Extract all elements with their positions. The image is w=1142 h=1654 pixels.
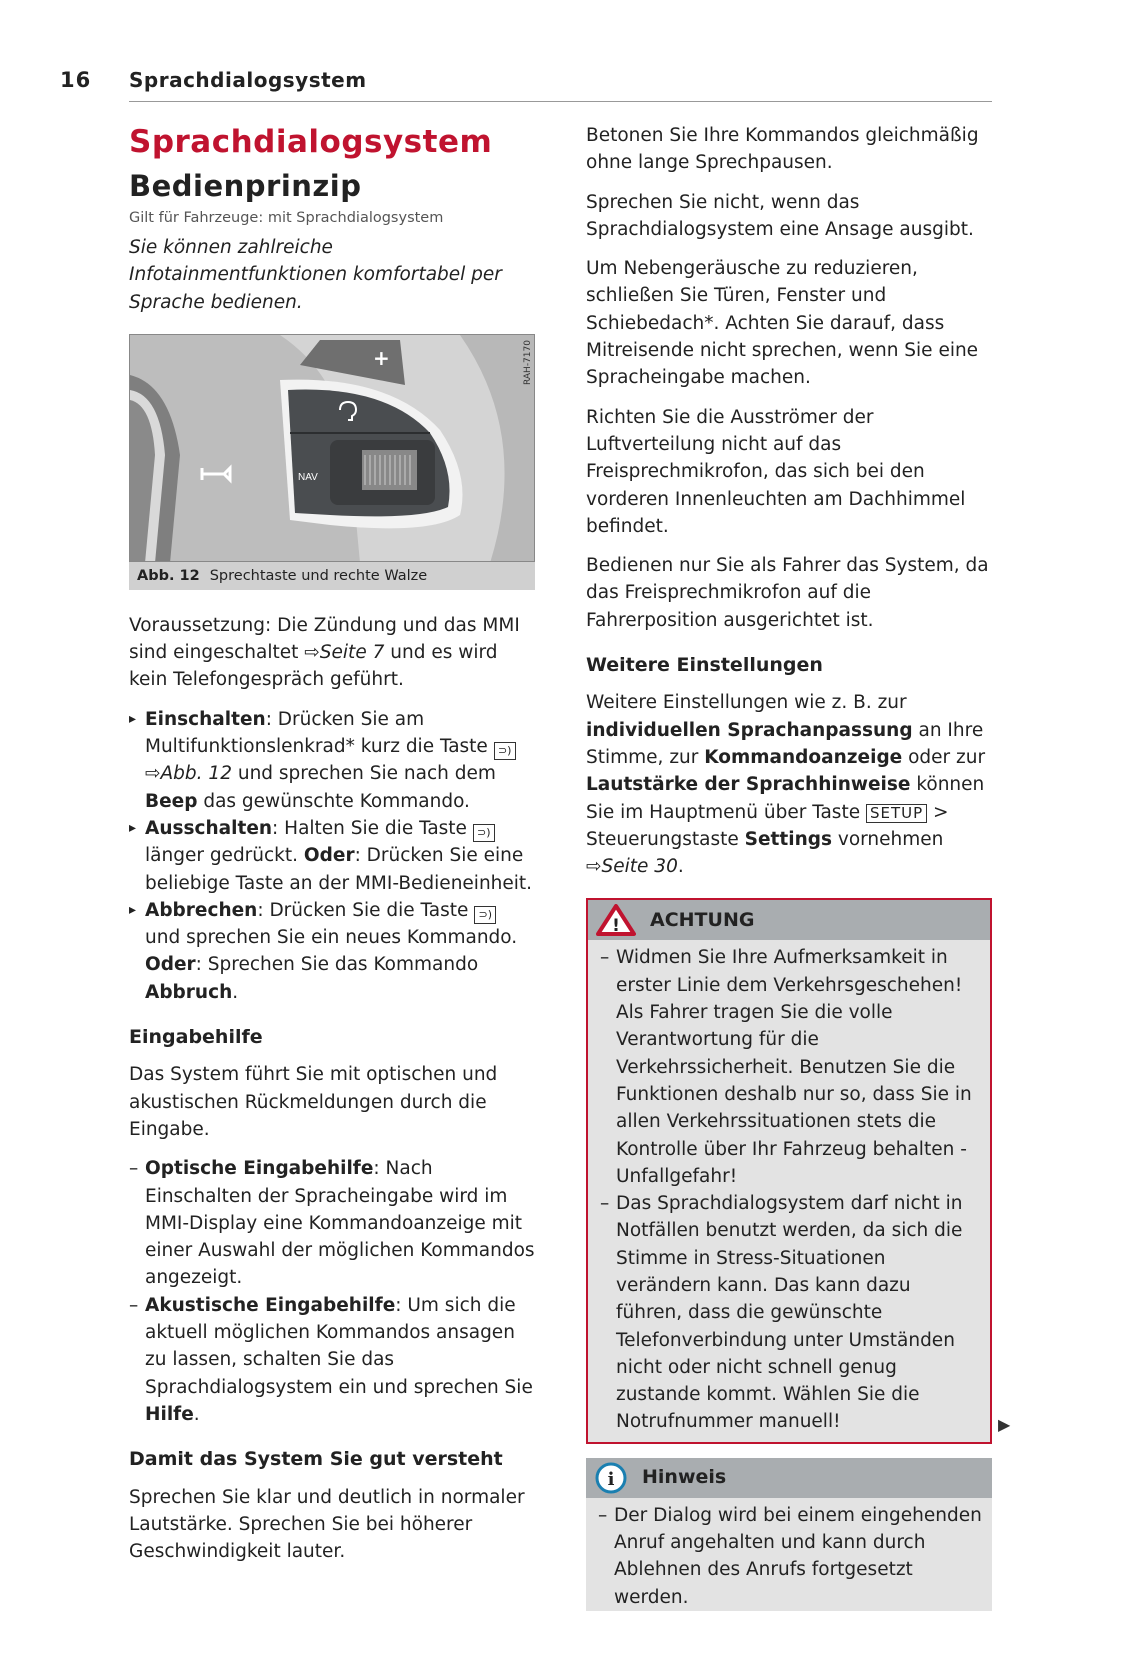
bold-text: Einschalten (145, 708, 266, 730)
text-segment: Der Dialog wird bei einem eingehenden Anruf angehalten und kann durch Ablehnen des Anrufs fortgesetzt werden. (614, 1504, 982, 1608)
reference-arrow-icon: ⇨ (145, 763, 161, 785)
text-segment: Richten Sie die Ausströmer der Luftverteilung nicht auf das Freisprechmikrofon, das sich bei den vorderen Innenleuchten am Dachhimmel befindet. (586, 406, 966, 537)
info-icon (594, 1461, 628, 1495)
figure-label: Abb. 12 (137, 567, 200, 584)
bold-text: individuellen Sprachanpassung (586, 719, 913, 741)
text-segment: und sprechen Sie nach dem (231, 763, 496, 785)
steering-wheel-illustration (130, 335, 535, 562)
paddle-plus-label: + (373, 345, 390, 370)
voice-key-icon: ⊃) (474, 906, 496, 924)
eingabehilfe-text (129, 1061, 535, 1143)
step-switch-off (129, 815, 535, 897)
note-title: Hinweis (642, 1466, 727, 1489)
bold-text: Hilfe (145, 1403, 194, 1425)
bold-text: Ausschalten (145, 817, 273, 839)
bold-text: Abbrechen (145, 899, 258, 921)
paragraph (586, 404, 992, 540)
text-segment: Das Sprachdialogsystem darf nicht in Notfällen benutzt werden, da sich die Stimme in Stress-Situationen verändern kann. Das kann dazu führen, dass die gewünschte Telefonverbindung unter Umständen nicht oder nicht schnell genug zustande kommt. Wählen Sie die Notrufnummer manuell! (616, 1193, 963, 1433)
text-segment: Bedienen nur Sie als Fahrer das System, da das Freisprechmikrofon auf die Fahrerposition ausgerichtet ist. (586, 555, 989, 631)
svg-text:!: ! (612, 916, 620, 937)
steps-list (129, 706, 535, 1006)
figure-caption-text: Sprechtaste und rechte Walze (209, 567, 428, 584)
text-segment: : Um sich die aktuell möglichen Kommandos ansagen zu lassen, schalten Sie das Sprachdialogsystem ein und sprechen Sie (145, 1294, 533, 1398)
text-segment: Sprechen Sie klar und deutlich in normaler Lautstärke. Sprechen Sie bei höherer Geschwindigkeit lauter. (129, 1486, 525, 1563)
page-reference: Abb. 12 (160, 763, 232, 785)
text-segment: > Steuerungstaste (586, 801, 949, 850)
warning-box (586, 898, 992, 1443)
setup-key-label: SETUP (866, 804, 927, 823)
text-segment: vornehmen (832, 828, 944, 850)
note-item (598, 1502, 982, 1611)
step-switch-on (129, 706, 535, 815)
figure-code: RAH-7170 (523, 339, 533, 385)
bold-text: Oder (303, 845, 355, 867)
header-divider (129, 101, 992, 102)
applies-to-note: Gilt für Fahrzeuge: mit Sprachdialogsystem (129, 210, 444, 226)
warning-header (588, 900, 990, 940)
text-segment: Widmen Sie Ihre Aufmerksamkeit in erster Linie dem Verkehrsgeschehen! Als Fahrer tragen Sie die volle Verantwortung für die Verkehrssicherheit. Benutzen Sie die Funktionen deshalb nur so, dass Sie in allen Verkehrssituationen stets die Kontrolle über Ihr Fahrzeug behalten - Unfallgefahr! (616, 947, 972, 1187)
bold-text: Beep (145, 790, 198, 812)
heading-understanding: Damit das System Sie gut versteht (129, 1448, 503, 1471)
text-segment: Sprechen Sie nicht, wenn das Sprachdialogsystem eine Ansage ausgibt. (586, 191, 974, 240)
warning-item (600, 1190, 980, 1436)
voice-key-icon: ⊃) (473, 824, 495, 842)
reference-arrow-icon: ⇨ (586, 856, 602, 878)
left-column (129, 122, 535, 1577)
figure-caption (129, 562, 535, 590)
bold-text: Akustische Eingabehilfe (145, 1294, 396, 1316)
continue-arrow-icon: ▶ (998, 1415, 1011, 1434)
heading-eingabehilfe: Eingabehilfe (129, 1026, 263, 1049)
prerequisite-text (129, 612, 535, 694)
text-segment: Voraussetzung: Die Zündung und das MMI sind eingeschaltet (129, 614, 520, 664)
text-segment: können Sie im Hauptmenü über Taste (586, 774, 985, 823)
text-segment: Das System führt Sie mit optischen und akustischen Rückmeldungen durch die Eingabe. (129, 1064, 498, 1140)
text-segment: und sprechen Sie ein neues Kommando. (145, 927, 518, 949)
running-title: Sprachdialogsystem (129, 68, 367, 92)
warning-title: ACHTUNG (650, 908, 755, 931)
text-segment: Um Nebengeräusche zu reduzieren, schließen Sie Türen, Fenster und Schiebedach*. Achten Sie darauf, dass Mitreisende nicht sprechen, wenn Sie eine Spracheingabe machen. (586, 258, 979, 389)
page-number: 16 (60, 68, 92, 92)
heading-further-settings: Weitere Einstellungen (586, 654, 823, 677)
paragraph (586, 255, 992, 391)
text-segment: : Halten Sie die Taste (272, 817, 473, 839)
further-settings-text (586, 689, 992, 880)
note-box (586, 1458, 992, 1611)
bold-text: Lautstärke der Sprachhinweise (586, 774, 911, 796)
reference-arrow-icon: ⇨ (304, 642, 320, 664)
understanding-text (129, 1484, 535, 1566)
page-reference: Seite 30 (601, 856, 678, 878)
text-segment: : Drücken Sie eine beliebige Taste an der MMI-Bedieneinheit. (145, 845, 533, 894)
bold-text: Oder (145, 954, 196, 976)
text-segment: : Drücken Sie die Taste (257, 899, 475, 921)
warning-item (600, 944, 980, 1190)
voice-key-icon: ⊃) (494, 742, 516, 760)
paragraph (586, 189, 992, 244)
text-segment: Weitere Einstellungen wie z. B. zur (586, 692, 907, 714)
svg-text:i: i (607, 1468, 615, 1490)
text-segment: oder zur (902, 746, 986, 768)
text-segment: und es wird kein Telefongespräch geführt. (129, 642, 498, 691)
bold-text: Settings (744, 828, 832, 850)
text-segment: länger gedrückt. (145, 845, 304, 867)
intro-text: Sie können zahlreiche Infotainmentfunktionen komfortabel per Sprache bedienen. (129, 237, 502, 313)
list-item (129, 1292, 535, 1428)
eingabehilfe-list (129, 1155, 535, 1428)
note-list (586, 1502, 992, 1611)
text-segment: . (193, 1403, 200, 1425)
text-segment: . (677, 856, 684, 878)
bold-text: Optische Eingabehilfe (145, 1158, 374, 1180)
paragraph (586, 122, 992, 177)
figure-steering-wheel (129, 334, 535, 562)
subsection-title: Bedienprinzip (129, 169, 362, 203)
right-column (586, 122, 992, 1617)
bold-text: Abbruch (145, 981, 233, 1003)
warning-list (588, 944, 990, 1435)
note-header (586, 1458, 992, 1498)
step-cancel (129, 897, 535, 1006)
text-segment: . (232, 981, 239, 1003)
bold-text: Kommandoanzeige (704, 746, 903, 768)
text-segment: : Drücken Sie am Multifunktionslenkrad* kurz die Taste (145, 708, 494, 758)
text-segment: an Ihre Stimme, zur (586, 719, 984, 768)
nav-button-label: NAV (298, 471, 318, 483)
page-reference: Seite 7 (319, 642, 385, 664)
text-segment: : Sprechen Sie das Kommando (195, 954, 479, 976)
section-title: Sprachdialogsystem (129, 124, 493, 160)
text-segment: das gewünschte Kommando. (197, 790, 470, 812)
paragraph (586, 552, 992, 634)
warning-triangle-icon (596, 904, 636, 936)
text-segment: Betonen Sie Ihre Kommandos gleichmäßig ohne lange Sprechpausen. (586, 125, 979, 174)
list-item (129, 1155, 535, 1291)
text-segment: : Nach Einschalten der Spracheingabe wird im MMI-Display eine Kommandoanzeige mit einer Auswahl der möglichen Kommandos angezeigt. (145, 1158, 535, 1289)
